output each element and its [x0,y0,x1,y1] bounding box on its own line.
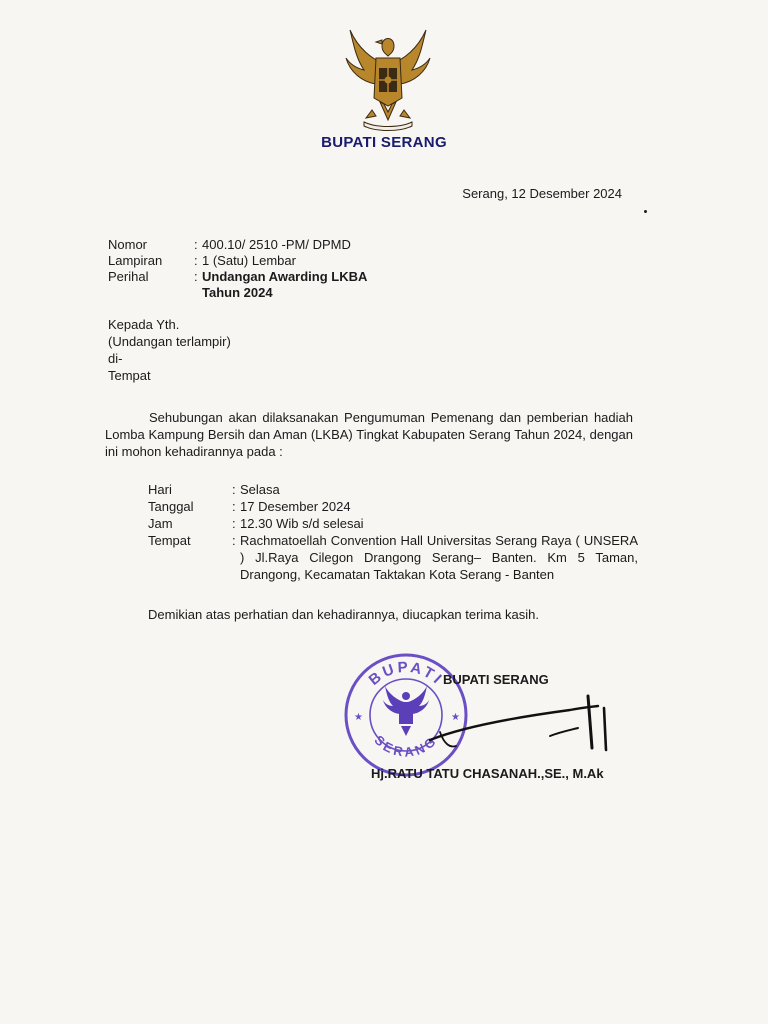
addressee-line: Kepada Yth. [108,317,180,332]
signer-title: BUPATI SERANG [443,672,549,687]
detail-value: 17 Desember 2024 [240,499,351,514]
letter-heading: BUPATI SERANG [321,134,447,151]
svg-text:★: ★ [354,712,363,723]
meta-label: Lampiran [108,253,163,268]
detail-value: Rachmatoellah Convention Hall Universitas Serang Raya ( UNSERA ) Jl.Raya Cilegon Drangong Serang– Banten. Km 5 Taman, Drangong, Kecamatan Taktakan Kota Serang - Banten [240,533,638,582]
meta-label: Perihal [108,269,149,284]
detail-row-hari [148,481,638,498]
detail-label: Tanggal [148,499,194,514]
detail-value: Selasa [240,482,280,497]
detail-colon: : [232,499,236,514]
meta-colon: : [194,237,198,252]
stamp-bottom-text: SERANG [371,732,441,760]
addressee-block [108,316,231,384]
addressee-line: (Undangan terlampir) [108,334,231,349]
stray-dot [644,210,647,213]
detail-row-tempat [148,532,638,583]
letter-meta [108,237,442,301]
meta-colon: : [194,253,198,268]
meta-value: 400.10/ 2510 -PM/ DPMD [202,237,351,252]
detail-label: Hari [148,482,172,497]
addressee-line: Tempat [108,368,151,383]
handwritten-signature [420,688,620,758]
place-date: Serang, 12 Desember 2024 [462,186,622,201]
meta-label: Nomor [108,237,148,252]
detail-colon: : [232,533,236,548]
meta-row-perihal [108,269,442,301]
addressee-line: di- [108,351,123,366]
detail-row-tanggal [148,498,638,515]
meta-colon: : [194,269,198,284]
letter-body: Sehubungan akan dilaksanakan Pengumuman Pemenang dan pemberian hadiah Lomba Kampung Bersih dan Aman (LKBA) Tingkat Kabupaten Serang Tahun 2024, dengan ini mohon kehadirannya pada : [105,410,633,459]
meta-value-subject: Undangan Awarding LKBA Tahun 2024 [202,269,367,300]
event-details [148,481,638,583]
meta-row-nomor [108,237,442,253]
signer-name: Hj.RATU TATU CHASANAH.,SE., M.Ak [371,766,604,781]
svg-text:★: ★ [451,712,460,723]
detail-value: 12.30 Wib s/d selesai [240,516,364,531]
detail-row-jam [148,515,638,532]
closing-text: Demikian atas perhatian dan kehadirannya, diucapkan terima kasih. [148,607,539,622]
detail-label: Jam [148,516,173,531]
stamp-top-text: BUPATI [365,658,447,689]
detail-colon: : [232,516,236,531]
detail-label: Tempat [148,533,191,548]
meta-row-lampiran [108,253,442,269]
detail-colon: : [232,482,236,497]
meta-value: 1 (Satu) Lembar [202,253,296,268]
garuda-emblem-icon [342,24,434,132]
